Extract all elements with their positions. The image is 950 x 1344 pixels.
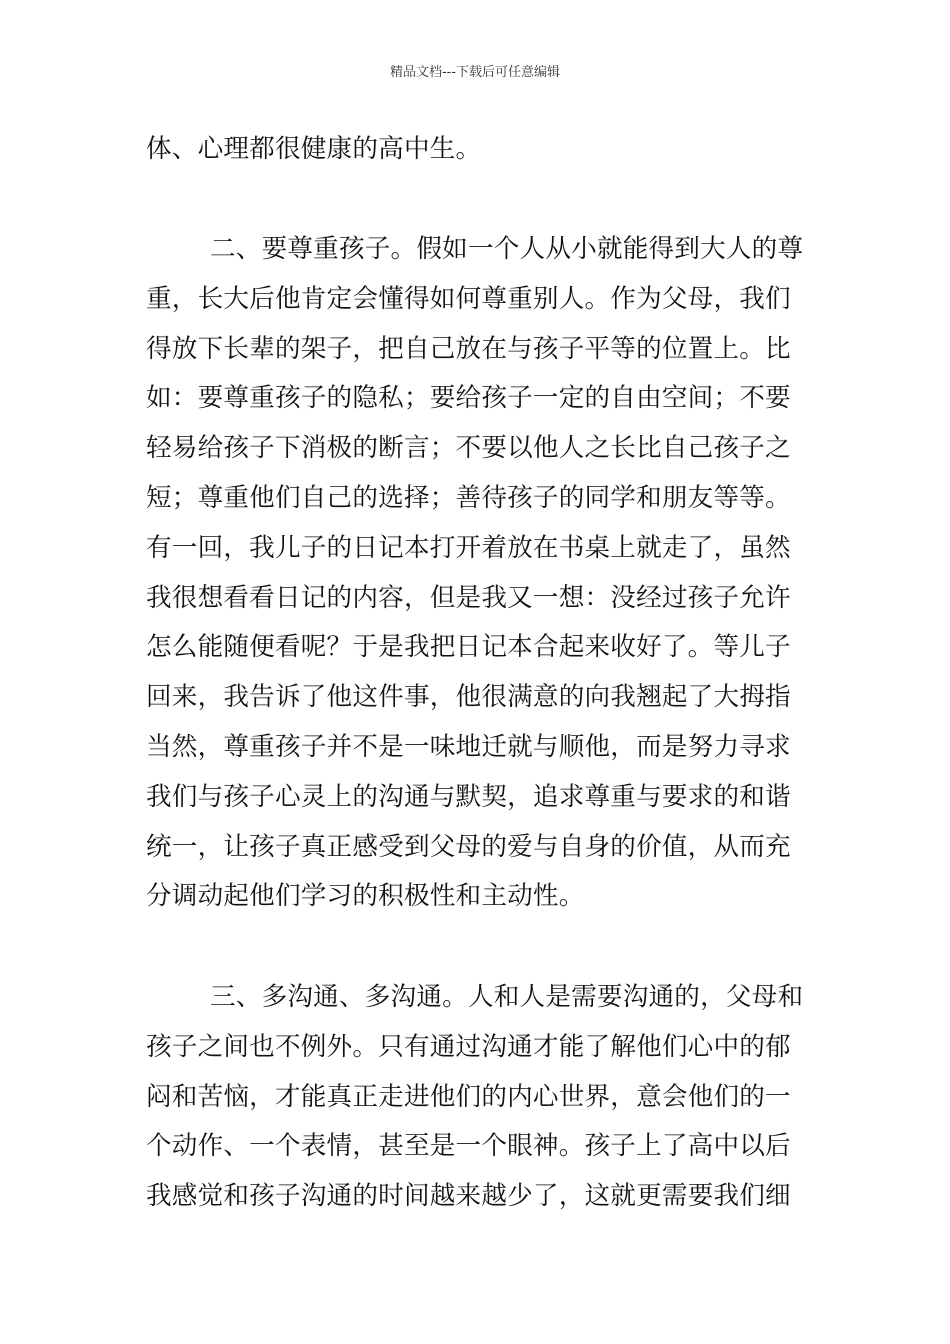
text-line: 统一，让孩子真正感受到父母的爱与自身的价值，从而充 <box>146 831 791 862</box>
text-line: 当然，尊重孩子并不是一味地迁就与顺他，而是努力寻求 <box>146 731 791 762</box>
text-line: 体、心理都很健康的高中生。 <box>146 134 482 164</box>
text-line: 回来，我告诉了他这件事，他很满意的向我翘起了大拇指 <box>146 682 791 713</box>
paragraph-1 <box>146 125 810 175</box>
paragraph-2 <box>146 225 810 922</box>
text-line: 怎么能随便看呢？于是我把日记本合起来收好了。等儿子 <box>146 632 791 663</box>
text-line: 我很想看看日记的内容，但是我又一想：没经过孩子允许 <box>146 582 791 613</box>
page-header: 精品文档---下载后可任意编辑 <box>389 65 561 80</box>
text-line: 孩子之间也不例外。只有通过沟通才能了解他们心中的郁 <box>146 1031 791 1062</box>
text-line: 三、多沟通、多沟通。人和人是需要沟通的，父母和 <box>210 982 804 1012</box>
text-line: 个动作、一个表情，甚至是一个眼神。孩子上了高中以后 <box>146 1131 791 1162</box>
text-line: 二、要尊重孩子。假如一个人从小就能得到大人的尊 <box>210 234 804 264</box>
text-line: 有一回，我儿子的日记本打开着放在书桌上就走了，虽然 <box>146 532 791 563</box>
text-line: 得放下长辈的架子，把自己放在与孩子平等的位置上。比 <box>146 333 791 364</box>
text-line: 轻易给孩子下消极的断言；不要以他人之长比自己孩子之 <box>146 433 791 464</box>
text-line: 重，长大后他肯定会懂得如何尊重别人。作为父母，我们 <box>146 283 791 314</box>
paragraph-3 <box>146 973 810 1222</box>
text-line: 闷和苦恼，才能真正走进他们的内心世界，意会他们的一 <box>146 1081 791 1112</box>
text-line: 如：要尊重孩子的隐私；要给孩子一定的自由空间；不要 <box>146 383 791 414</box>
text-line: 我感觉和孩子沟通的时间越来越少了，这就更需要我们细 <box>146 1181 791 1212</box>
text-line: 我们与孩子心灵上的沟通与默契，追求尊重与要求的和谐 <box>146 781 791 812</box>
text-line: 短；尊重他们自己的选择；善待孩子的同学和朋友等等。 <box>146 482 791 513</box>
text-line: 分调动起他们学习的积极性和主动性。 <box>146 881 585 912</box>
